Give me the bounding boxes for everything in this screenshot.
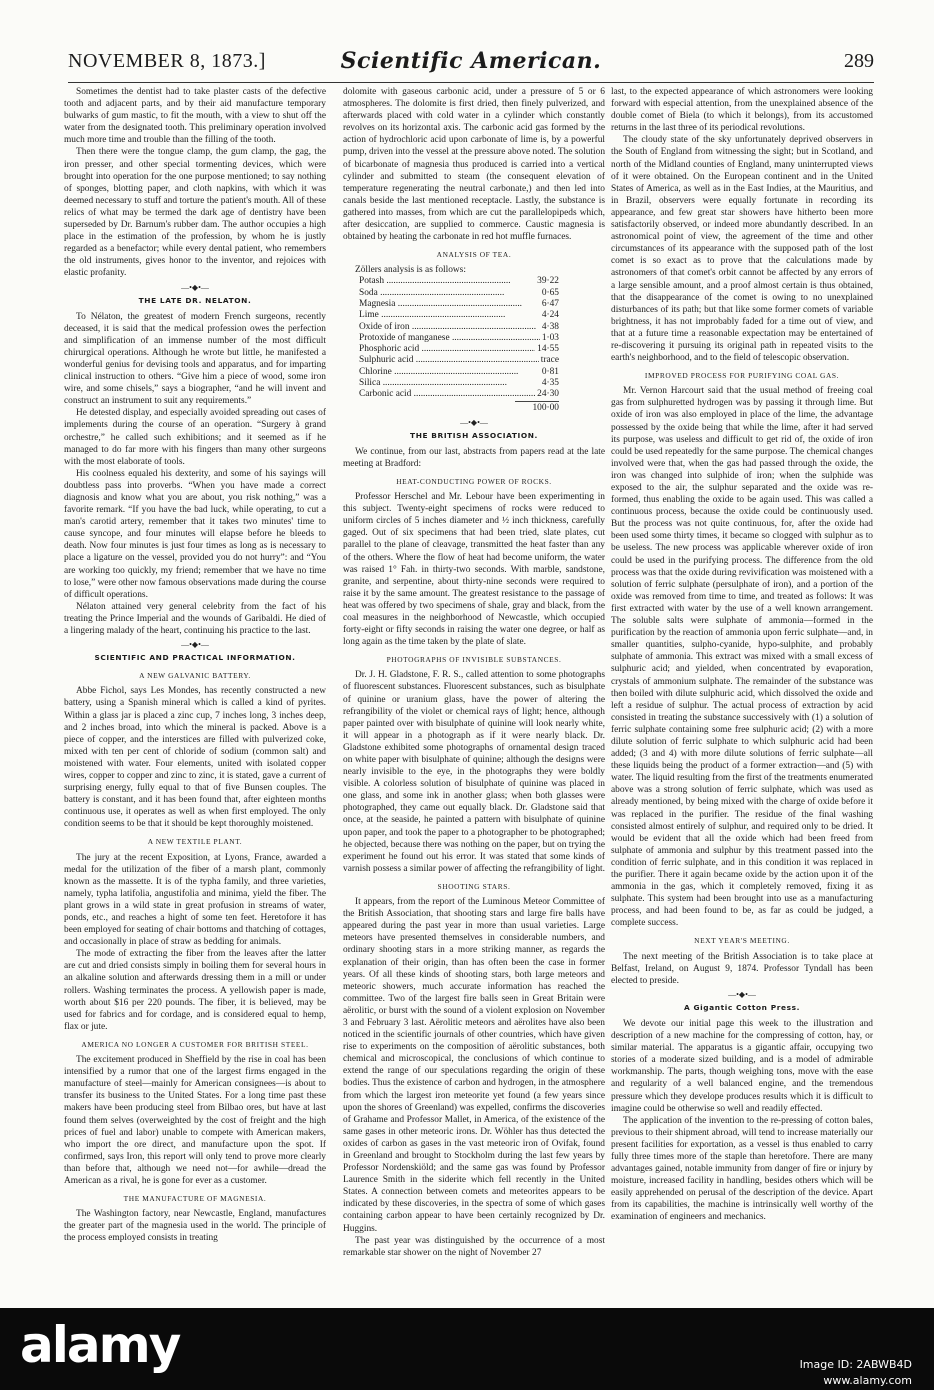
- paragraph: Nélaton attained very general celebrity from the fact of his treating the Prince Imperial and the wounds of Garibaldi. He died of a lingering malady of the heart, continuing his practice to the last.: [64, 601, 326, 637]
- paragraph: Dr. J. H. Gladstone, F. R. S., called attention to some photographs of fluorescent substances. Fluorescent substances, such as bisulphate of quinine or uranium glass, have the power of altering the refrangibility of the violet or chemical rays of light; hence, although paper painted over with bisulphate of quinine will look nearly white, it will appear in a photograph as if it were nearly black. Dr. Gladstone exhibited some photographs of ornamental design traced on white paper with bisulphate of quinine; although the designs were nearly invisible to the eye, in the photographs they were boldly visible. A colorless solution of bisulphate of quinine was placed in one glass, and some ink in another glass; when both glasses were photographed, they came out equally black. Dr. Gladstone said that once, at the seaside, he painted a pattern with bisulphate of quinine upon paper, and took the paper to a photographer to be photographed; he objected, because there was nothing on the paper, but on trying the experiment he found out his error. It was stated that some kinds of varnish possess a similar power of affecting the refrangibility of light.: [343, 670, 605, 874]
- masthead: [68, 48, 874, 83]
- table-row: Oxide of iron ..... 4·38: [359, 322, 559, 333]
- section-heading: IMPROVED PROCESS FOR PURIFYING COAL GAS.: [644, 371, 840, 381]
- table-row: Carbonic acid ..... 24·30: [359, 389, 559, 400]
- paragraph: The mode of extracting the fiber from the leaves after the latter are cut and dried consists simply in boiling them for several hours in an alkaline solution and afterwards dressing them in a mill or under rollers. Washing terminates the process. A yellowish paper is made, worth about $16 per 220 pounds. The fiber, it is believed, may be used for fabrics and for cordage, and is considered equal to hemp, flax or jute.: [64, 949, 326, 1032]
- paragraph: Abbe Fichol, says Les Mondes, has recently constructed a new battery, using a Spanish mineral which is called a kind of pyrites. Within a glass jar is placed a zinc cup, 7 inches long, 3 inches deep, and 2 inches broad, into which the mineral is packed. Above is a piece of copper, and the interstices are filled with pulverized coke, mixed with ten per cent of chloride of sodium (common salt) and moistened with water. Four elements, united with isolated copper wires, copper to copper and zinc to zinc, it is stated, gave a current of surprising energy, fully equal to that of five Bunsen couples. The battery is constant, and it has been found that, after eighteen months continuous use, it operates as well as when first employed. The only condition seems to be that it should be kept thoroughly moistened.: [64, 686, 326, 830]
- table-row: Potash ..... 39·22: [359, 276, 559, 287]
- section-heading: AMERICA NO LONGER A CUSTOMER FOR BRITISH STEEL.: [81, 1039, 309, 1049]
- paragraph: We continue, from our last, abstracts from papers read at the late meeting at Bradford:: [343, 446, 605, 469]
- paragraph: dolomite with gaseous carbonic acid, under a pressure of 5 or 6 atmospheres. The dolomite is first dried, then finely pulverized, and afterwards placed with cold water in a cylinder which constantly revolves on its horizontal axis. The carbonic acid gas formed by the action of hydrochloric acid upon carbonate of lime is, by a powerful pump, driven into the vessel at the pressure above noted. The solution of bicarbonate of magnesia thus produced is carried into a vertical cylinder and submitted to steam (the consequent elevation of temperature regenerating the neutral carbonate,) and then led into canals beside the last mentioned receptacle. Lastly, the substance is gathered into masses, from which are cut the parallelopipeds which, after desiccation, are supplied to commerce. Caustic magnesia is obtained by heating the carbonate in red hot muffle furnaces.: [343, 87, 605, 243]
- article-heading: A Gigantic Cotton Press.: [683, 1002, 800, 1012]
- paragraph: Then there were the tongue clamp, the gum clamp, the gag, the iron presser, and other special tormenting devices, which were brought into operation for the one purpose mentioned; to say nothing of sponges, blotting paper, and cloth napkins, with which it was deemed necessary to stuff and torture the patient's mouth. All of these relics of what may be termed the dark age of dentistry have been superseded by Dr. Barnum's rubber dam. The author occupies a high place in the estimation of the profession, by whom he is justly regarded as a benefactor; while every dental patient, who remembers the old instruments, gives honor to the inventor, and rejoices with elastic profanity.: [64, 147, 326, 279]
- paragraph: Zöllers analysis is as follows:: [355, 265, 466, 276]
- tea-analysis-table: [359, 276, 559, 413]
- section-heading: PHOTOGRAPHS OF INVISIBLE SUBSTANCES.: [386, 655, 562, 665]
- page-number: 289: [844, 50, 874, 72]
- paragraph: The cloudy state of the sky unfortunately deprived observers in the South of England from witnessing the sight; but in Scotland, and north of the Midland counties of England, many uninterrupted views of it were obtained. On the European continent and in the United States of America, as well as in the East Indies, at the Mauritius, and in Brazil, observers were equally fortunate in recording its appearance, and few great star showers have hitherto been more satisfactorily observed, or indeed more abundantly described. In an astronomical point of view, the agreement of the time and other circumstances of its appearance with the supposed path of the lost comet is so exact as to prove that the calculations made by astronomers of that comet's orbit cannot be affected by any errors of a large sensible amount, and a proof almost certain is thus obtained, that the disappearance of the comet is owing to no unexplained disturbances of its path; but that like some former comets of variable brightness, it has not improbably faded for a time out of view, and that at a future time a reasonable expectation may be entertained of re-discovering it pursuing its original path in repeated visits to the earth's neighborhood, and to the field of telescopic observation.: [611, 135, 873, 364]
- article-heading: THE LATE DR. NELATON.: [138, 295, 252, 305]
- table-row: Lime ..... 4·24: [359, 310, 559, 321]
- section-heading: ANALYSIS OF TEA.: [436, 250, 512, 260]
- paragraph: Mr. Vernon Harcourt said that the usual method of freeing coal gas from sulphuretted hydrogen was by passing it through lime. But oxide of iron was also employed in place of the lime, the advantage possessed by the oxide being that while the lime, after it had served its purpose, was useless and difficult to get rid of, the oxide of iron could be used repeatedly for the same purpose. The chemical changes involved were that, when the gas had passed through the oxide, the iron was changed into sulphide of iron; when the sulphide was exposed to the air, the sulphur separated and the oxide was re-formed, thus enabling the oxide to be again used. This was called a continuous process, because the oxide could be continuously used. But the process was not quite continuous, for, after the oxide had been used some thirty times, it became so clogged with sulphur as to be useless. The new process was applicable wherever oxide of iron could be used in the purifying process. The difference from the old process was that the oxide during revivification was moistened with a solution of ferric sulphate (persulphate of iron), and a portion of the oxide was removed from time to time, and treated as follows: It was first extracted with water by the use of a well known arrangement. The soluble salts were sulphate of ammonia—formed in the purification by the reaction of ammonia upon ferric sulphate—and, in smaller quantities, sulpho-cyanide, hypo-sulphite, and probably sulphate of ammonia. This extract was mixed with a small excess of sulphuric acid; and yielded, when concentrated by evaporation, crystals of ammonium sulphate. The remainder of the substance was then boiled with dilute sulphuric acid, which dissolved the oxide and left a residue of sulphur. The actual process of extraction by acid consisted in treating the substance successively with (1) a solution of ferric sulphate containing some free sulphuric acid; (2) with a more dilute solution of ferric sulphate to which sulphuric acid had been added; (3 and 4) with more dilute solutions of ferric sulphate—all these liquids being the product of a former extraction—and (5) with water. The liquid resulting from the first of the treatments enumerated above was a strong solution of ferric sulphate, which was used as already mentioned, by being mixed with the charge of oxide before it was replaced in the purifier. The residue of the final washing consisted almost entirely of sulphur, and required only to be dried. It would be evident that all the oxide which had been freed from sulphate of ammonia and sulphur by this treatment passed into the condition of ferric sulphate, and in this condition it was replaced in the purifier. There it again became oxide by the action upon it of the ammonia in the gas, which it completely removed, fixing it as sulphate. This system had been brought into use as a manufacturing process, and had been found to be, as far as could be judged, a complete success.: [611, 386, 873, 929]
- table-total: 100·00: [515, 401, 559, 414]
- table-row: Protoxide of manganese ..... 1·03: [359, 333, 559, 344]
- section-heading: A NEW GALVANIC BATTERY.: [139, 671, 251, 681]
- publication-title: Scientific American.: [340, 48, 602, 74]
- ornament-divider: —•◆•—: [728, 989, 756, 999]
- section-heading: A NEW TEXTILE PLANT.: [147, 837, 243, 847]
- ornament-divider: —•◆•—: [181, 282, 209, 292]
- section-heading: SHOOTING STARS.: [437, 881, 511, 891]
- article-heading: THE BRITISH ASSOCIATION.: [410, 430, 538, 440]
- paragraph: He detested display, and especially avoided spreading out cases of implements during the course of an operation. “Surgery à grand orchestre,” he called such exhibitions; and it seemed as if he managed to do far more with his fingers than many other surgeons with the most elaborate of tools.: [64, 408, 326, 467]
- paragraph: The Washington factory, near Newcastle, England, manufactures the greater part of the magnesia used in the world. The principle of the process employed consists in treating: [64, 1209, 326, 1244]
- table-row: Soda ..... 0·65: [359, 288, 559, 299]
- article-heading: SCIENTIFIC AND PRACTICAL INFORMATION.: [94, 653, 296, 663]
- table-row: Sulphuric acid ..... trace: [359, 355, 559, 366]
- stock-watermark-bar: [0, 1308, 934, 1390]
- paragraph: To Nélaton, the greatest of modern French surgeons, recently deceased, it is said that the medical profession owes the perfection and simplification of an immense number of the most difficult chirurgical operations. Although he wrote but little, he manifested a wonderful genius for devising tools and apparatus, and for imparting clinical instruction to others. “Give him a piece of wood, some iron wire, and some chisels,” says a biographer, “and he will invent and construct an instrument to suit any requirements.”: [64, 311, 326, 407]
- image-id: Image ID: 2ABWB4D: [799, 1358, 912, 1371]
- section-heading: NEXT YEAR'S MEETING.: [694, 936, 790, 946]
- table-row: Silica ..... 4·35: [359, 378, 559, 389]
- paragraph: We devote our initial page this week to the illustration and description of a new machine for the compressing of cotton, hay, or similar material. The apparatus is a gigantic affair, occupying two stories of a moderate sized building, and is a model of admirable workmanship. The parts, though weighing tons, move with the ease and regularity of a well balanced engine, and the tremendous pressure which they develope produces results which it is difficult to imagine could be otherwise so well and readily effected.: [611, 1018, 873, 1114]
- table-row: Chlorine ..... 0·81: [359, 367, 559, 378]
- paragraph: His coolness equaled his dexterity, and some of his sayings will doubtless pass into proverbs. “When you have made a correct diagnosis and know what you are about, you risk nothing,” was a favorite remark. “If you have the bad luck, while operating, to cut a man's carotid artery, remember that it takes two minutes' time to cause syncope, and four minutes will elapse before he bleeds to death. Now four minutes is just four times as long as is necessary to place a ligature on the vessel, provided you do not hurry”: and “You are working too quickly, my friend; remember that we have no time to lose,” were other now famous observations made during the course of difficult operations.: [64, 468, 326, 600]
- section-heading: THE MANUFACTURE OF MAGNESIA.: [123, 1194, 267, 1204]
- issue-date: NOVEMBER 8, 1873.]: [68, 50, 266, 72]
- paragraph: The excitement produced in Sheffield by the rise in coal has been intensified by a rumor that one of the largest firms engaged in the manufacture of steel—mainly for American consignees—is about to transfer its business to the United States. For a long time past these makers have been producing steel from Bilbao ores, but have at last found them selves (overweighted by the cost of freight and the high prices of fuel and labor) unable to compete with American makers, who import the ore direct, and manufacture upon the spot. If confirmed, says Iron, this report will only tend to prove more clearly than before that, although we need not—for awhile—dread the American as a rival, he is gone for ever as a customer.: [64, 1055, 326, 1186]
- paragraph: The next meeting of the British Association is to take place at Belfast, Ireland, on August 9, 1874. Professor Tyndall has been elected to preside.: [611, 951, 873, 986]
- table-row: Magnesia ..... 6·47: [359, 299, 559, 310]
- paragraph: last, to the expected appearance of which astronomers were looking forward with especial attention, from the unexplained absence of the double comet of Biela (to which it belongs), from its accustomed returns in the last three of its periodical revolutions.: [611, 87, 873, 134]
- paragraph: Professor Herschel and Mr. Lebour have been experimenting in this subject. Twenty-eight specimens of rocks were reduced to uniform circles of 5 inches diameter and ½ inch thickness, carefully gaged. Out of six specimens that had been tried, slate plates, cut parallel to the plane of cleavage, transmitted the heat faster than any of the others. Where the flow of heat had become uniform, the water was raised 1° Fah. in thirty-two seconds. With marble, sandstone, granite, and serpentine, about thirty-nine seconds were required to raise it by the same amount. The greatest resistance to the passage of heat was offered by two specimens of shale, gray and black, from the coal measures in the neighborhood of Newcastle, which occupied forty-eight or fifty seconds in raising the water one degree, or half as long again as the time taken by the plate of slate.: [343, 492, 605, 648]
- stock-url: www.alamy.com: [823, 1374, 912, 1387]
- section-heading: HEAT-CONDUCTING POWER OF ROCKS.: [396, 476, 552, 486]
- paragraph: Sometimes the dentist had to take plaster casts of the defective tooth and adjacent parts, and by their aid manufacture temporary bulwarks of gum mastic, to fit the mouth, with a view to shut off the water from the designated tooth. This preliminary operation involved much more time and trouble than the filling of the tooth.: [64, 87, 326, 146]
- alamy-logo: alamy: [20, 1316, 180, 1374]
- paragraph: The jury at the recent Exposition, at Lyons, France, awarded a medal for the utilization of the fiber of a marsh plant, commonly known as the massette. It is of the typha family, and three varieties, namely, typha latifolia, angustifolia and minima, yield the fiber. The plant grows in a wild state in great profusion in streams of water, ponds, etc., and reaches a hight of some ten feet. Heretofore it has been employed for seating of chair bottoms and thatching of cottages, and occasionally in place of straw as bedding for animals.: [64, 852, 326, 948]
- column-2: [343, 86, 605, 1298]
- paragraph: The application of the invention to the re-pressing of cotton bales, previous to their shipment abroad, will tend to increase materially our present facilities for exportation, as a vessel is thus enabled to carry fully three times more of the staple than heretofore. There are many advantages gained, notable immunity from danger of fire or injury by moisture, increased facility in handling, besides others which will be easily apprehended on perusal of the description of the device. Apart from its capabilities, the machine is intrinsically well worthy of the examination of engineers and mechanics.: [611, 1115, 873, 1223]
- table-row: Phosphoric acid ..... 14·55: [359, 344, 559, 355]
- ornament-divider: —•◆•—: [181, 640, 209, 650]
- column-3: [611, 86, 873, 1298]
- column-1: [64, 86, 326, 1298]
- paragraph: It appears, from the report of the Luminous Meteor Committee of the British Association, that shooting stars and large fire balls have appeared during the past year in more than usual varieties. Large meteors have presented themselves in considerable numbers, and ordinary shooting stars in a more striking manner, as regards the explanation of their origin, than has often been the case in former years. Of all these kinds of shooting stars, both large meteors and meteoric showers, much accurate information has reached the committee. Two of the largest fire balls seen in Great Britain were aërolitic, or burst with the sound of a violent explosion on November 3 and February 3 last. Aërolitic meteors and aërolites have also been noticed in the scientific journals of other countries, which have given rise to experiments on the composition of aërolitic substances, both chemical and microscopical, the conclusions of which continue to extend the range of our speculations regarding the origin of these bodies. Thus the existence of carbon and hydrogen, in the atmosphere from which the largest iron meteorite yet found (a few years since upon the shores of Greenland) was expelled, confirms the discoveries of Grahame and Professor Mallet, in America, of the existence of the same gases in other meteoric irons. Dr. Wöhler has thus detected the oxides of carbon as gases in the vast meteoric iron of Ovifak, found in Greenland and brought to Stockholm during the last few years by Professor Nordenskiöld; and the same gas was found by Professor Laurence Smith in the siderite which fell recently in the United States. A connection between comets and meteorites appears to be indicated by these discoveries, in the spectra of some of which gases containing carbon appear to have been certainly recognized by Dr. Huggins.: [343, 897, 605, 1234]
- ornament-divider: —•◆•—: [460, 417, 488, 427]
- paragraph: The past year was distinguished by the occurrence of a most remarkable star shower on the night of November 27: [343, 1235, 605, 1258]
